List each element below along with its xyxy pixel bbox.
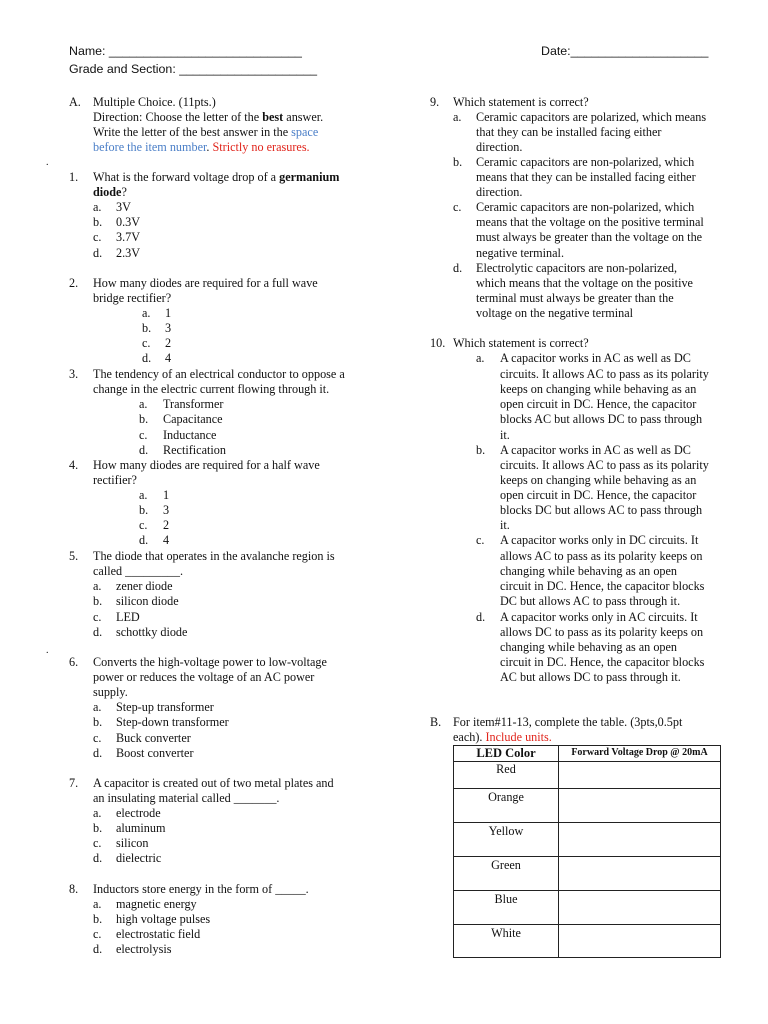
question-text: How many diodes are required for a full wave	[93, 276, 318, 290]
question-number: 9.	[430, 95, 440, 109]
option-letter: a.	[93, 579, 102, 593]
option-text: Transformer	[163, 397, 224, 411]
option-text: Capacitance	[163, 412, 223, 426]
led-color-cell: Blue	[454, 891, 559, 925]
option-text: blocks AC but allows DC to pass through	[500, 412, 703, 426]
option-text: 3V	[116, 200, 131, 214]
option-letter: c.	[93, 610, 102, 624]
forward-voltage-header: Forward Voltage Drop @ 20mA	[559, 746, 721, 762]
option-letter: b.	[476, 443, 486, 457]
section-b-letter: B.	[430, 715, 442, 729]
option-text: direction.	[476, 185, 523, 199]
section-b-instruction: For item#11-13, complete the table. (3pts,0.5pt	[453, 715, 683, 729]
option-letter: c.	[476, 533, 485, 547]
forward-voltage-input-cell[interactable]	[559, 762, 721, 789]
option-text: keeps on changing while behaving as an	[500, 382, 697, 396]
led-table	[453, 745, 721, 958]
option-letter: a.	[139, 397, 148, 411]
option-letter: c.	[93, 927, 102, 941]
option-text: Ceramic capacitors are polarized, which means	[476, 110, 707, 124]
option-text: Step-down transformer	[116, 715, 229, 729]
question-text: bridge rectifier?	[93, 291, 172, 305]
question-text: change in the electric current flowing through it.	[93, 382, 330, 396]
option-letter: d.	[139, 443, 149, 457]
question-number: 8.	[69, 882, 79, 896]
option-text: terminal must always be greater than the	[476, 291, 674, 305]
option-text: means that the voltage on the positive terminal	[476, 215, 704, 229]
option-text: Boost converter	[116, 746, 194, 760]
option-letter: b.	[139, 503, 149, 517]
option-text: negative terminal.	[476, 246, 564, 260]
option-letter: d.	[139, 533, 149, 547]
table-row	[454, 857, 721, 891]
question-text: How many diodes are required for a half wave	[93, 458, 320, 472]
option-text: that they can be installed facing either	[476, 125, 662, 139]
table-row	[454, 762, 721, 789]
table-row	[454, 891, 721, 925]
option-text: AC but allows DC to pass through it.	[500, 670, 681, 684]
option-text: 4	[165, 351, 172, 365]
question-text: an insulating material called _______.	[93, 791, 280, 805]
option-letter: b.	[93, 715, 103, 729]
option-text: keeps on changing while behaving as an	[500, 473, 697, 487]
option-letter: a.	[142, 306, 151, 320]
option-letter: a.	[476, 351, 485, 365]
option-text: Ceramic capacitors are non-polarized, which	[476, 200, 695, 214]
question-number: 2.	[69, 276, 79, 290]
option-text: magnetic energy	[116, 897, 197, 911]
option-text: 0.3V	[116, 215, 141, 229]
section-a-letter: A.	[69, 95, 81, 109]
question-text: Which statement is correct?	[453, 336, 589, 350]
option-text: voltage on the negative terminal	[476, 306, 634, 320]
led-color-cell: Orange	[454, 789, 559, 823]
table-row	[454, 925, 721, 958]
question-text: The diode that operates in the avalanche region is	[93, 549, 335, 563]
led-color-cell: Yellow	[454, 823, 559, 857]
option-letter: d.	[93, 746, 103, 760]
option-letter: c.	[93, 230, 102, 244]
led-color-header: LED Color	[454, 746, 559, 762]
question-number: 5.	[69, 549, 79, 563]
option-text: which means that the voltage on the positive	[476, 276, 693, 290]
option-letter: b.	[93, 912, 103, 926]
option-text: 3	[165, 321, 172, 335]
option-text: it.	[500, 428, 510, 442]
option-text: A capacitor works only in DC circuits. It	[500, 533, 699, 547]
forward-voltage-input-cell[interactable]	[559, 857, 721, 891]
option-text: circuits. It allows AC to pass as its polarity	[500, 458, 709, 472]
option-text: allows DC to pass as its polarity keeps on	[500, 625, 704, 639]
forward-voltage-input-cell[interactable]	[559, 789, 721, 823]
question-text: Which statement is correct?	[453, 95, 589, 109]
option-letter: c.	[139, 518, 148, 532]
name-field-label: Name: ____________________________	[69, 44, 302, 58]
section-a-direction-line-1: Direction: Choose the letter of the best answer.	[93, 110, 324, 124]
date-field-label: Date:____________________	[541, 44, 709, 58]
option-letter: d.	[93, 851, 103, 865]
option-text: direction.	[476, 140, 523, 154]
option-text: it.	[500, 518, 510, 532]
option-letter: d.	[142, 351, 152, 365]
forward-voltage-input-cell[interactable]	[559, 925, 721, 958]
option-text: changing while behaving as an open	[500, 640, 678, 654]
option-letter: a.	[453, 110, 462, 124]
stray-dot: .	[46, 645, 49, 656]
question-number: 1.	[69, 170, 79, 184]
option-text: aluminum	[116, 821, 166, 835]
option-text: 3	[163, 503, 170, 517]
section-b-instruction: each). Include units.	[453, 730, 552, 744]
option-letter: c.	[142, 336, 151, 350]
grade-section-field-label: Grade and Section: ____________________	[69, 62, 318, 76]
option-text: circuit in DC. Hence, the capacitor blocks	[500, 579, 705, 593]
option-text: must always be greater than the voltage on the	[476, 230, 703, 244]
option-text: silicon	[116, 836, 149, 850]
option-text: Step-up transformer	[116, 700, 214, 714]
option-letter: c.	[93, 836, 102, 850]
table-row	[454, 789, 721, 823]
stray-dot: .	[46, 157, 49, 168]
option-letter: a.	[93, 700, 102, 714]
option-text: silicon diode	[116, 594, 179, 608]
led-table-header	[454, 746, 721, 762]
question-number: 3.	[69, 367, 79, 381]
option-text: electrode	[116, 806, 161, 820]
question-text: Converts the high-voltage power to low-voltage	[93, 655, 327, 669]
option-letter: c.	[93, 731, 102, 745]
led-color-cell: Green	[454, 857, 559, 891]
option-text: electrolysis	[116, 942, 172, 956]
option-text: Ceramic capacitors are non-polarized, which	[476, 155, 695, 169]
option-text: allows AC to pass as its polarity keeps on	[500, 549, 703, 563]
question-number: 7.	[69, 776, 79, 790]
option-text: electrostatic field	[116, 927, 201, 941]
option-text: 2	[165, 336, 172, 350]
option-text: blocks DC but allows AC to pass through	[500, 503, 703, 517]
option-letter: b.	[93, 594, 103, 608]
question-text: supply.	[93, 685, 128, 699]
option-letter: c.	[139, 428, 148, 442]
option-letter: b.	[139, 412, 149, 426]
option-text: open circuit in DC. Hence, the capacitor	[500, 488, 697, 502]
option-text: circuit in DC. Hence, the capacitor blocks	[500, 655, 705, 669]
question-text: Inductors store energy in the form of _____.	[93, 882, 309, 896]
question-text: rectifier?	[93, 473, 137, 487]
option-letter: d.	[453, 261, 463, 275]
option-letter: b.	[93, 821, 103, 835]
option-letter: a.	[93, 806, 102, 820]
question-number: 10.	[430, 336, 446, 350]
section-a-direction-line-2: Write the letter of the best answer in the space	[93, 125, 319, 139]
option-text: A capacitor works in AC as well as DC	[500, 443, 691, 457]
option-letter: b.	[453, 155, 463, 169]
option-text: A capacitor works in AC as well as DC	[500, 351, 691, 365]
option-text: means that they can be installed facing either	[476, 170, 696, 184]
question-number: 6.	[69, 655, 79, 669]
option-text: high voltage pulses	[116, 912, 211, 926]
table-row	[454, 823, 721, 857]
option-letter: d.	[93, 942, 103, 956]
option-letter: a.	[93, 200, 102, 214]
option-text: LED	[116, 610, 140, 624]
option-letter: b.	[93, 215, 103, 229]
led-color-cell: White	[454, 925, 559, 958]
question-text: power or reduces the voltage of an AC power	[93, 670, 315, 684]
option-text: 1	[165, 306, 172, 320]
option-text: A capacitor works only in AC circuits. It	[500, 610, 698, 624]
option-text: Buck converter	[116, 731, 191, 745]
question-number: 4.	[69, 458, 79, 472]
question-text: The tendency of an electrical conductor to oppose a	[93, 367, 345, 381]
option-letter: a.	[139, 488, 148, 502]
option-text: Rectification	[163, 443, 226, 457]
option-letter: d.	[476, 610, 486, 624]
option-letter: b.	[142, 321, 152, 335]
option-text: DC but allows AC to pass through it.	[500, 594, 681, 608]
option-text: 4	[163, 533, 170, 547]
question-text: diode?	[93, 185, 127, 199]
question-text: A capacitor is created out of two metal plates and	[93, 776, 334, 790]
question-text: What is the forward voltage drop of a germanium	[93, 170, 340, 184]
option-text: zener diode	[116, 579, 173, 593]
option-letter: c.	[453, 200, 462, 214]
option-letter: a.	[93, 897, 102, 911]
option-text: Electrolytic capacitors are non-polarized,	[476, 261, 677, 275]
option-text: schottky diode	[116, 625, 188, 639]
option-text: 1	[163, 488, 170, 502]
option-text: 2.3V	[116, 246, 141, 260]
option-text: circuits. It allows AC to pass as its polarity	[500, 367, 709, 381]
option-text: 3.7V	[116, 230, 141, 244]
section-a-title: Multiple Choice. (11pts.)	[93, 95, 216, 109]
question-text: called _________.	[93, 564, 184, 578]
option-text: 2	[163, 518, 170, 532]
section-a-direction-line-3: before the item number. Strictly no erasures.	[93, 140, 310, 154]
forward-voltage-input-cell[interactable]	[559, 891, 721, 925]
option-text: changing while behaving as an open	[500, 564, 678, 578]
led-color-cell: Red	[454, 762, 559, 789]
forward-voltage-input-cell[interactable]	[559, 823, 721, 857]
option-text: open circuit in DC. Hence, the capacitor	[500, 397, 697, 411]
option-letter: d.	[93, 625, 103, 639]
option-text: Inductance	[163, 428, 217, 442]
option-letter: d.	[93, 246, 103, 260]
option-text: dielectric	[116, 851, 162, 865]
